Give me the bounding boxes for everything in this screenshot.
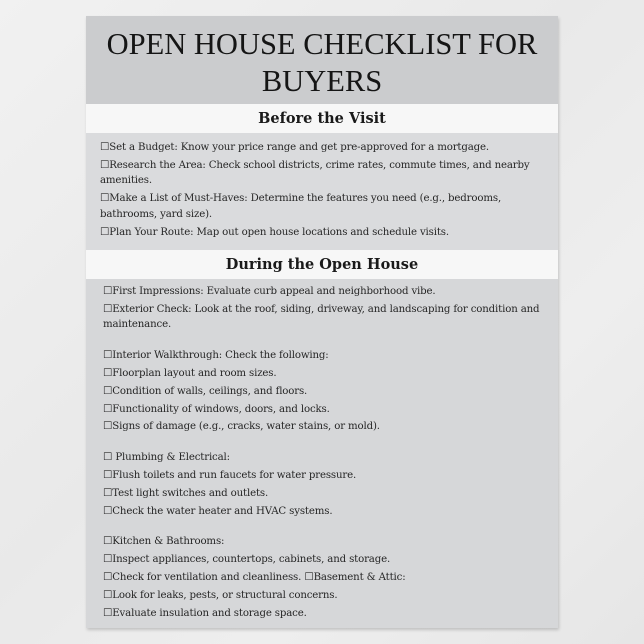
section-heading-band-during-open-house: [86, 250, 558, 279]
checklist-item[interactable]: [103, 384, 546, 400]
item-text: Flush toilets and run faucets for water pressure.: [112, 469, 357, 481]
checklist-item[interactable]: [103, 284, 546, 300]
checkbox-icon[interactable]: ☐: [103, 553, 113, 566]
item-text: Basement & Attic:: [313, 571, 406, 583]
checklist-item[interactable]: [100, 158, 546, 189]
title-block: [86, 16, 558, 104]
section-heading-band-before-visit: [86, 104, 558, 133]
checkbox-icon[interactable]: ☐: [103, 450, 113, 463]
checkbox-icon[interactable]: ☐: [103, 468, 113, 481]
item-text: Exterior Check: Look at the roof, siding, driveway, and landscaping for condition and maintenance.: [103, 303, 540, 331]
checkbox-icon[interactable]: ☐: [103, 384, 113, 397]
item-text: Signs of damage (e.g., cracks, water stains, or mold).: [112, 421, 380, 433]
item-text: Plan Your Route: Map out open house locations and schedule visits.: [109, 226, 449, 238]
item-text: Check for ventilation and cleanliness.: [112, 571, 305, 583]
item-text: Look for leaks, pests, or structural concerns.: [112, 589, 338, 601]
item-text: Check the water heater and HVAC systems.: [112, 505, 333, 517]
item-text: Kitchen & Bathrooms:: [112, 536, 225, 548]
checklist-item[interactable]: [103, 534, 546, 550]
checkbox-icon[interactable]: ☐: [103, 285, 113, 297]
item-text: Test light switches and outlets.: [112, 487, 269, 499]
item-text: Condition of walls, ceilings, and floors.: [112, 385, 308, 397]
section-during-open-house: [86, 279, 558, 628]
checkbox-icon[interactable]: ☐: [103, 606, 113, 619]
item-text: Plumbing & Electrical:: [112, 451, 230, 463]
checklist-item[interactable]: [103, 468, 546, 484]
checklist-item[interactable]: [103, 450, 546, 466]
item-text: Make a List of Must-Haves: Determine the features you need (e.g., bedrooms, bathrooms, yard size).: [100, 193, 502, 220]
item-text: Inspect appliances, countertops, cabinets, and storage.: [112, 554, 391, 566]
checklist-during-open-house: [103, 284, 546, 624]
checkbox-icon[interactable]: ☐: [100, 225, 110, 238]
checklist-item[interactable]: [100, 140, 546, 156]
checkbox-icon[interactable]: ☐: [103, 348, 113, 361]
checkbox-icon[interactable]: ☐: [100, 192, 110, 205]
checklist-item[interactable]: [103, 570, 546, 586]
item-text: Evaluate insulation and storage space.: [112, 607, 307, 619]
checkbox-icon[interactable]: ☐: [103, 302, 113, 315]
checklist-item[interactable]: [103, 606, 546, 622]
checkbox-icon[interactable]: ☐: [103, 588, 113, 601]
checkbox-icon[interactable]: ☐: [103, 402, 113, 415]
checklist-item[interactable]: [100, 225, 546, 241]
checklist-item[interactable]: [103, 588, 546, 604]
checkbox-icon[interactable]: ☐: [103, 366, 113, 379]
item-text: Interior Walkthrough: Check the following:: [112, 349, 329, 361]
checklist-item[interactable]: [100, 191, 546, 222]
title-line-1: OPEN HOUSE CHECKLIST FOR: [106, 27, 538, 61]
checklist-before-visit: [100, 140, 546, 243]
page-title: [86, 16, 558, 100]
checkbox-icon[interactable]: ☐: [103, 486, 113, 499]
item-text: Functionality of windows, doors, and locks.: [112, 403, 330, 415]
checkbox-icon[interactable]: ☐: [304, 570, 314, 583]
checklist-item[interactable]: [103, 486, 546, 502]
checkbox-icon[interactable]: ☐: [103, 420, 113, 433]
title-line-2: BUYERS: [261, 64, 383, 98]
item-text: Set a Budget: Know your price range and get pre-approved for a mortgage.: [109, 142, 490, 153]
checklist-item[interactable]: [103, 348, 546, 364]
item-text: Floorplan layout and room sizes.: [112, 367, 277, 379]
item-text: Research the Area: Check school districts, crime rates, commute times, and nearby amenities.: [100, 159, 530, 187]
checklist-item[interactable]: [103, 504, 546, 520]
checkbox-icon[interactable]: ☐: [103, 535, 113, 548]
checklist-item[interactable]: [103, 302, 546, 333]
checklist-item[interactable]: [103, 552, 546, 568]
checklist-item[interactable]: [103, 419, 546, 435]
section-heading: During the Open House: [225, 256, 419, 273]
section-heading: Before the Visit: [258, 110, 386, 127]
section-before-visit: [86, 133, 558, 250]
checkbox-icon[interactable]: ☐: [103, 504, 113, 517]
checklist-item[interactable]: [103, 366, 546, 382]
checklist-page: [86, 16, 558, 628]
checkbox-icon[interactable]: ☐: [103, 570, 113, 583]
checkbox-icon[interactable]: ☐: [100, 158, 110, 171]
checklist-item[interactable]: [103, 402, 546, 418]
item-text: First Impressions: Evaluate curb appeal and neighborhood vibe.: [112, 286, 436, 297]
checkbox-icon[interactable]: ☐: [100, 141, 110, 153]
